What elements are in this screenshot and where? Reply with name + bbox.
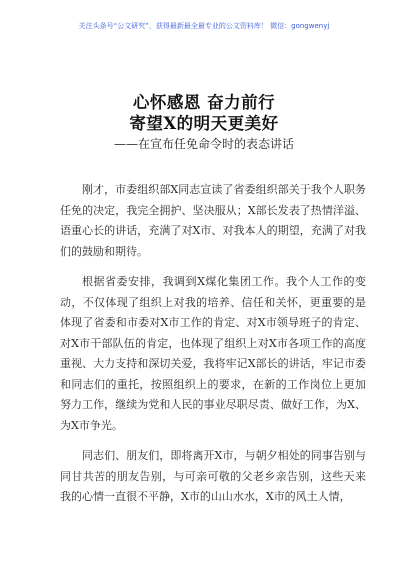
document-subtitle: ——在宣布任免命令时的表态讲话 <box>113 137 294 151</box>
document-body <box>60 180 366 518</box>
title-block <box>0 92 408 152</box>
paragraph-3: 同志们、朋友们，即将离开X市，与朝夕相处的同事告别与同甘共苦的朋友告别，与可亲可敬的父老乡亲告别，这些天来我的心情一直很不平静，X市的山山水水，X市的风土人情， <box>60 449 366 503</box>
document-title-line-2: 寄望X的明天更美好 <box>129 114 279 133</box>
paragraph-1: 刚才，市委组织部X同志宣读了省委组织部关于我个人职务任免的决定，我完全拥护、坚决服从；X部长发表了热情洋溢、语重心长的讲话，充满了对X市、对我本人的期望，充满了对我们的鼓励和期待。 <box>60 183 366 258</box>
paragraph-2: 根据省委安排，我调到X煤化集团工作。我个人工作的变动，不仅体现了组织上对我的培养、信任和关怀，更重要的是体现了省委和市委对X市工作的肯定、对X市领导班子的肯定、对X市干部队伍的肯定，也体现了组织上对X市各项工作的高度重视、大力支持和深切关爱，我将牢记X部长的讲话，牢记市委和同志们的重托，按照组织上的要求，在新的工作岗位上更加努力工作，继续为党和人民的事业尽职尽责、做好工作，为X、为X市争光。 <box>60 275 366 432</box>
document-title-line-1: 心怀感恩 奋力前行 <box>132 93 276 112</box>
header-promo-note: 关注头条号“公文研究”，获得最新最全最专业的公文资料库！ 微信：gongwenyj <box>78 22 330 30</box>
